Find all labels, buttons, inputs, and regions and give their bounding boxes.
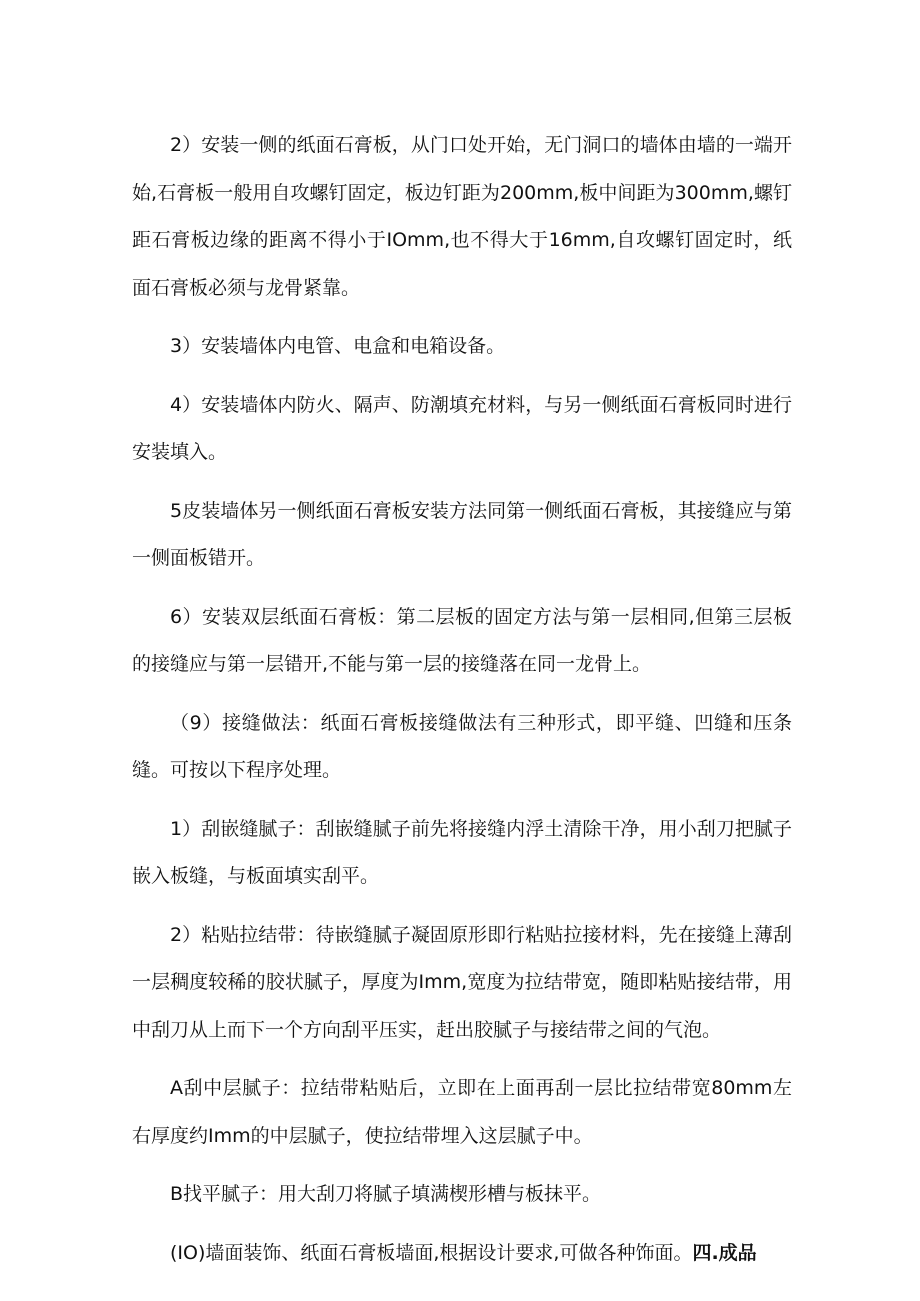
paragraph-fill-material: 4）安装墙体内防火、隔声、防潮填充材料，与另一侧纸面石膏板同时进行安装填入。	[132, 393, 792, 463]
paragraph-joint-putty: 1）刮嵌缝腻子：刮嵌缝腻子前先将接缝内浮土清除干净，用小刮刀把腻子嵌入板缝，与板面填实刮平。	[132, 817, 792, 887]
paragraph-leveling-putty: B找平腻子：用大刮刀将腻子填满楔形槽与板抹平。	[170, 1183, 602, 1205]
document-body	[132, 122, 792, 1288]
section-heading-finished-product: 四.成品	[692, 1241, 757, 1264]
paragraph-double-layer-board: 6）安装双层纸面石膏板：第二层板的固定方法与第一层相同,但第三层板的接缝应与第一层错开,不能与第一层的接缝落在同一龙骨上。	[132, 605, 792, 675]
wall-finish-text: (IO)墙面装饰、纸面石膏板墙面,根据设计要求,可做各种饰面。	[170, 1241, 693, 1264]
paragraph-electrical-install: 3）安装墙体内电管、电盒和电箱设备。	[170, 335, 506, 357]
paragraph-other-side-board: 5皮装墙体另一侧纸面石膏板安装方法同第一侧纸面石膏板，其接缝应与第一侧面板错开。	[132, 499, 792, 569]
paragraph-joint-tape: 2）粘贴拉结带：待嵌缝腻子凝固原形即行粘贴拉接材料，先在接缝上薄刮一层稠度较稀的胶状腻子，厚度为Imm,宽度为拉结带宽，随即粘贴接结带，用中刮刀从上而下一个方向刮平压实，赶出胶腻子与接结带之间的气泡。	[132, 923, 792, 1041]
paragraph-partition-board-install: 2）安装一侧的纸面石膏板，从门口处开始，无门洞口的墙体由墙的一端开始,石膏板一般用自攻螺钉固定，板边钉距为200mm,板中间距为300mm,螺钉距石膏板边缘的距离不得小于IOmm,也不得大于16mm,自攻螺钉固定时，纸面石膏板必须与龙骨紧靠。	[132, 134, 792, 299]
paragraph-middle-putty: A刮中层腻子：拉结带粘贴后，立即在上面再刮一层比拉结带宽80mm左右厚度约Imm的中层腻子，使拉结带埋入这层腻子中。	[132, 1077, 792, 1147]
paragraph-wall-finish	[132, 1230, 792, 1278]
paragraph-joint-method: （9）接缝做法：纸面石膏板接缝做法有三种形式，即平缝、凹缝和压条缝。可按以下程序处理。	[132, 711, 792, 781]
